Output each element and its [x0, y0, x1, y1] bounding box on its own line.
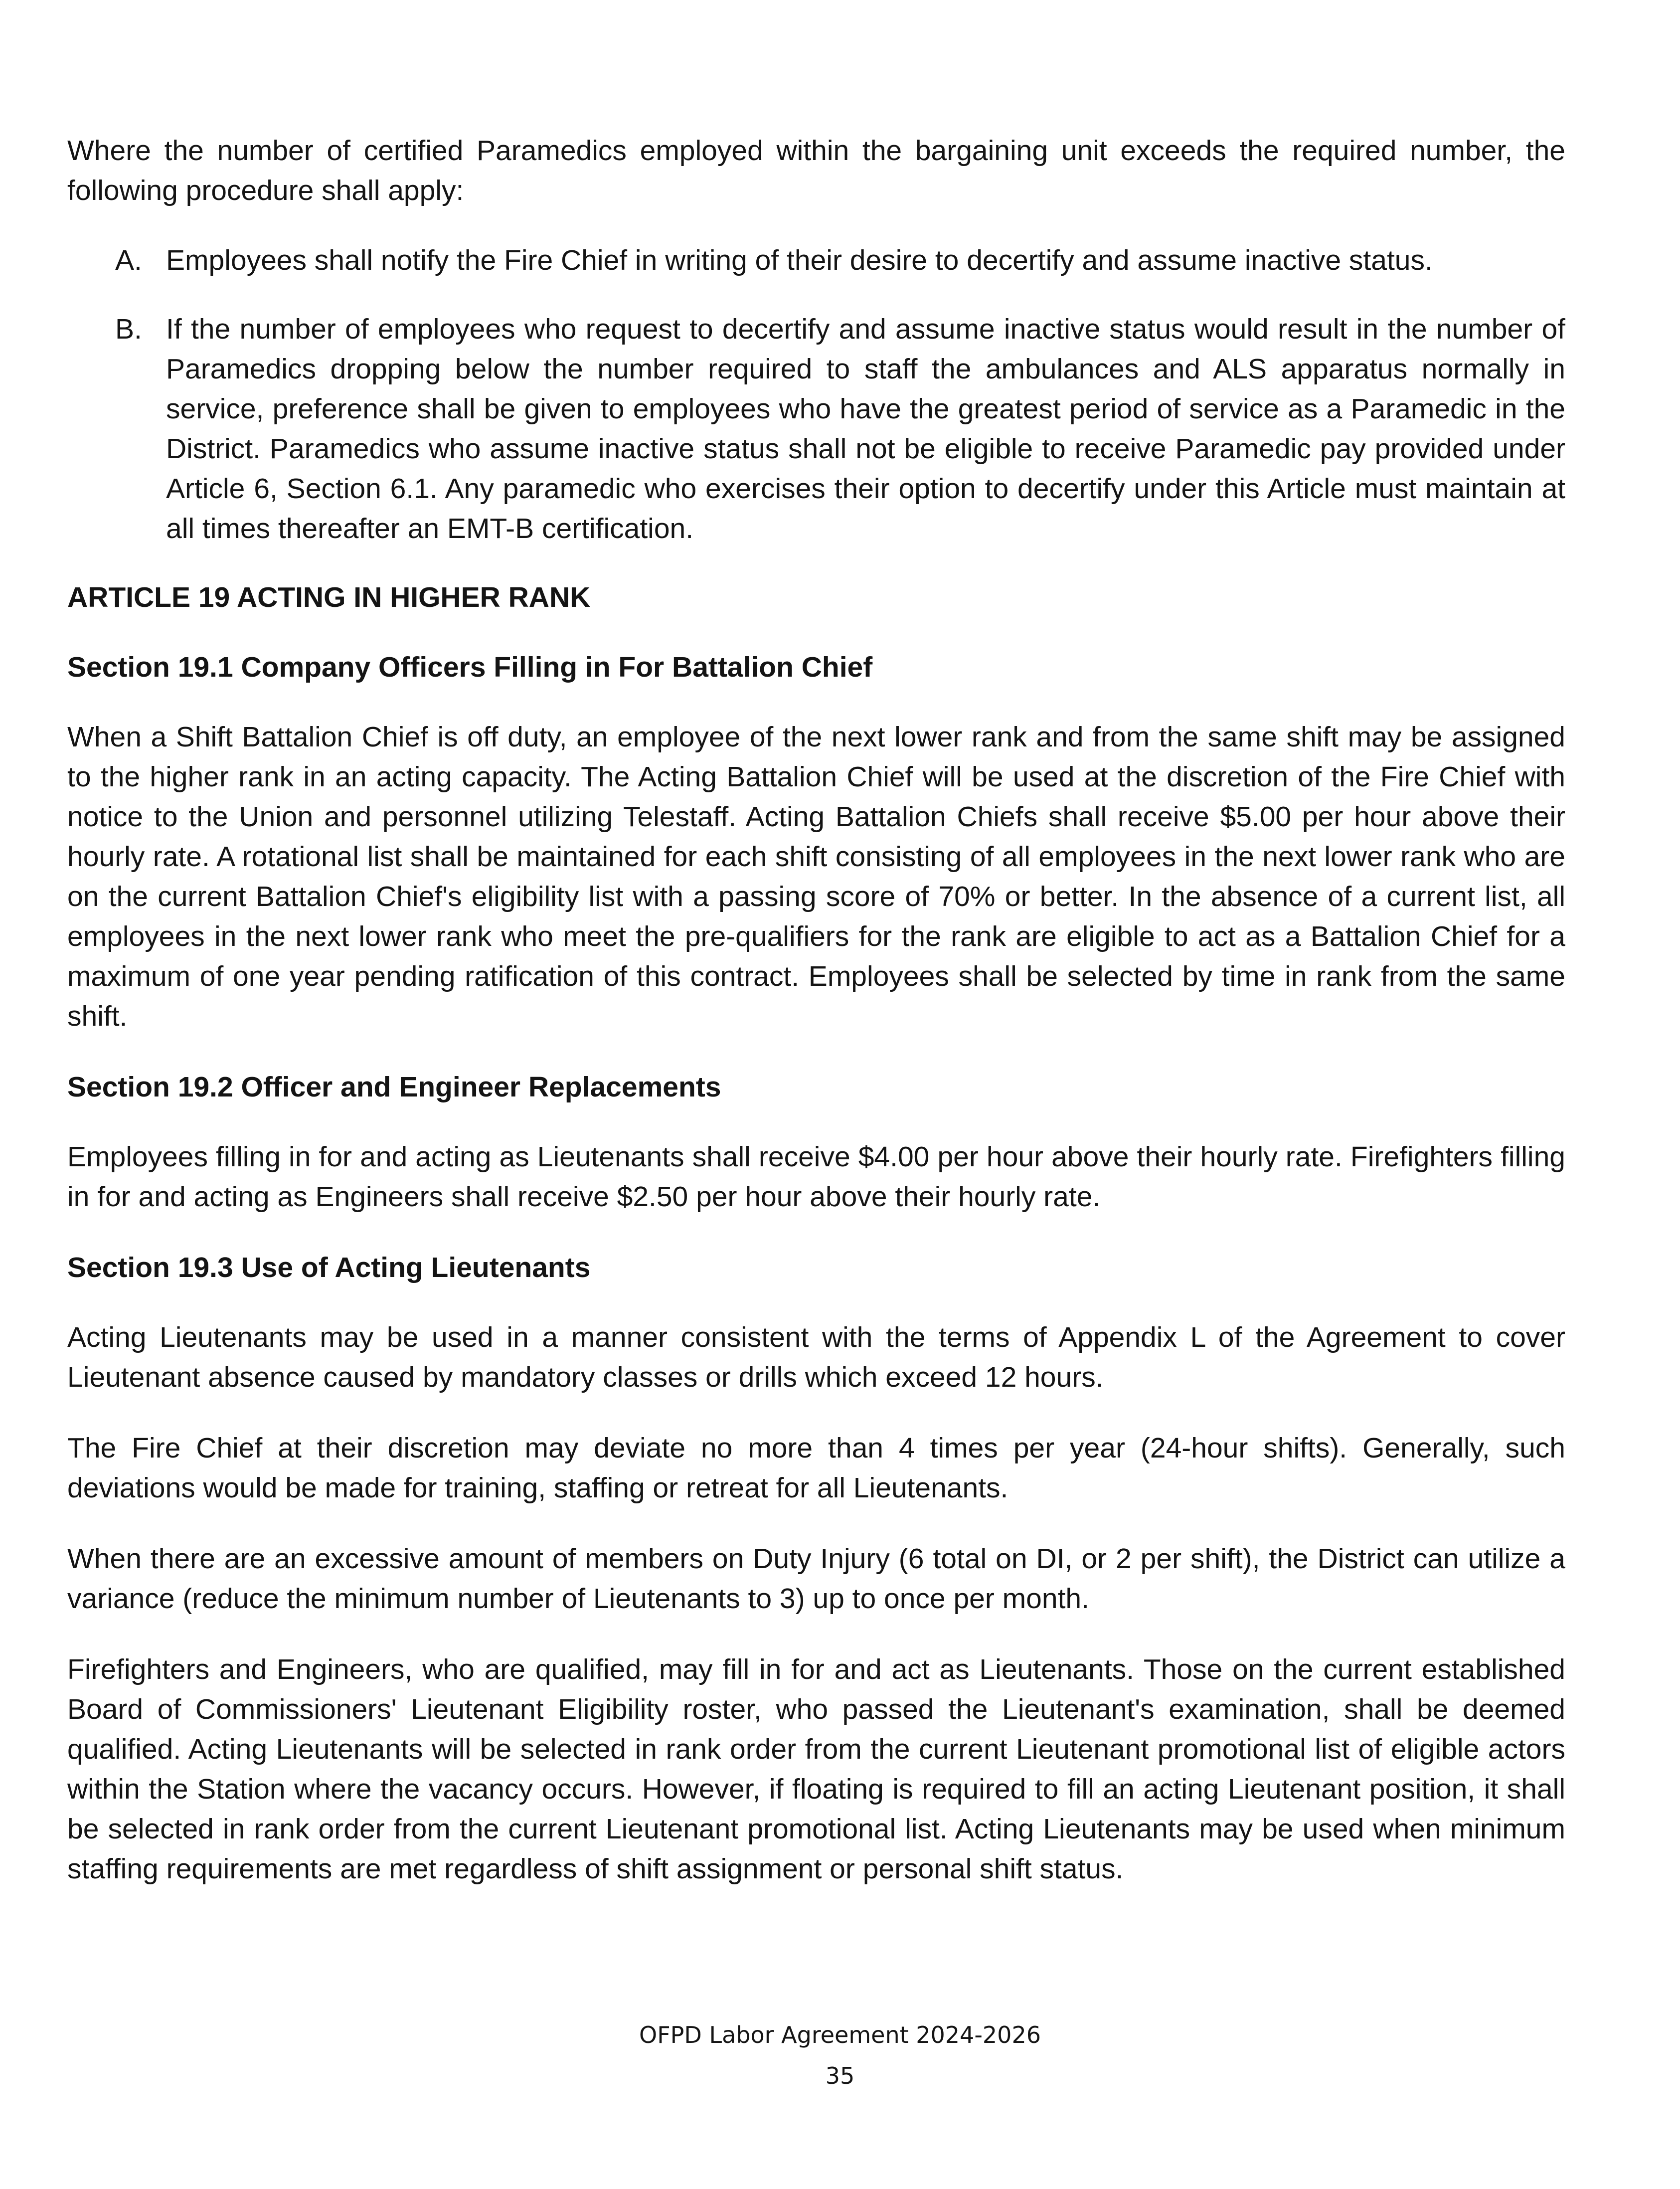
section-19-2-paragraph: Employees filling in for and acting as Lieutenants shall receive $4.00 per hour above their hourly rate. Firefighters filling in for and acting as Engineers shall receive $2.50 per hour above their hourly rate. [67, 1141, 1565, 1213]
page-number: 35 [825, 2062, 855, 2089]
section-19-3-heading: Section 19.3 Use of Acting Lieutenants [67, 1252, 591, 1283]
list-item-text: Employees shall notify the Fire Chief in writing of their desire to decertify and assume inactive status. [166, 244, 1433, 276]
list-marker: B. [115, 313, 142, 345]
section-19-1-paragraph: When a Shift Battalion Chief is off duty, an employee of the next lower rank and from the same shift may be assigned to the higher rank in an acting capacity. The Acting Battalion Chief will be used at the discretion of the Fire Chief with notice to the Union and personnel utilizing Telestaff. Acting Battalion Chiefs shall receive $5.00 per hour above their hourly rate. A rotational list shall be maintained for each shift consisting of all employees in the next lower rank who are on the current Battalion Chief's eligibility list with a passing score of 70% or better. In the absence of a current list, all employees in the next lower rank who meet the pre-qualifiers for the rank are eligible to act as a Battalion Chief for a maximum of one year pending ratification of this contract. Employees shall be selected by time in rank from the same shift. [67, 721, 1565, 1032]
list-item-text: If the number of employees who request to decertify and assume inactive status would result in the number of Paramedics dropping below the number required to staff the ambulances and ALS apparatus normally in service, preference shall be given to employees who have the greatest period of service as a Paramedic in the District. Paramedics who assume inactive status shall not be eligible to receive Paramedic pay provided under Article 6, Section 6.1. Any paramedic who exercises their option to decertify under this Article must maintain at all times thereafter an EMT-B certification. [166, 313, 1565, 545]
page-content [67, 131, 1565, 1889]
section-19-3-paragraph-4: Firefighters and Engineers, who are qualified, may fill in for and act as Lieutenants. Those on the current established Board of Commissioners' Lieutenant Eligibility roster, who passed the Lieutenant's examination, shall be deemed qualified. Acting Lieutenants will be selected in rank order from the current Lieutenant promotional list of eligible actors within the Station where the vacancy occurs. However, if floating is required to fill an acting Lieutenant position, it shall be selected in rank order from the current Lieutenant promotional list. Acting Lieutenants may be used when minimum staffing requirements are met regardless of shift assignment or personal shift status. [67, 1653, 1565, 1885]
list-item-a [67, 240, 1565, 280]
section-19-3-paragraph-3: When there are an excessive amount of members on Duty Injury (6 total on DI, or 2 per shift), the District can utilize a variance (reduce the minimum number of Lieutenants to 3) up to once per month. [67, 1543, 1565, 1615]
page-footer [0, 2014, 1680, 2096]
article-heading: ARTICLE 19 ACTING IN HIGHER RANK [67, 581, 591, 613]
section-19-1-heading: Section 19.1 Company Officers Filling in For Battalion Chief [67, 651, 873, 683]
footer-title: OFPD Labor Agreement 2024-2026 [639, 2021, 1041, 2048]
list-marker: A. [115, 244, 142, 276]
section-19-2-heading: Section 19.2 Officer and Engineer Replacements [67, 1071, 721, 1103]
list-item-b [67, 309, 1565, 548]
intro-paragraph: Where the number of certified Paramedics employed within the bargaining unit exceeds the required number, the following procedure shall apply: [67, 135, 1565, 206]
section-19-3-paragraph-1: Acting Lieutenants may be used in a manner consistent with the terms of Appendix L of the Agreement to cover Lieutenant absence caused by mandatory classes or drills which exceed 12 hours. [67, 1321, 1565, 1393]
section-19-3-paragraph-2: The Fire Chief at their discretion may deviate no more than 4 times per year (24-hour shifts). Generally, such deviations would be made for training, staffing or retreat for all Lieutenants. [67, 1432, 1565, 1504]
